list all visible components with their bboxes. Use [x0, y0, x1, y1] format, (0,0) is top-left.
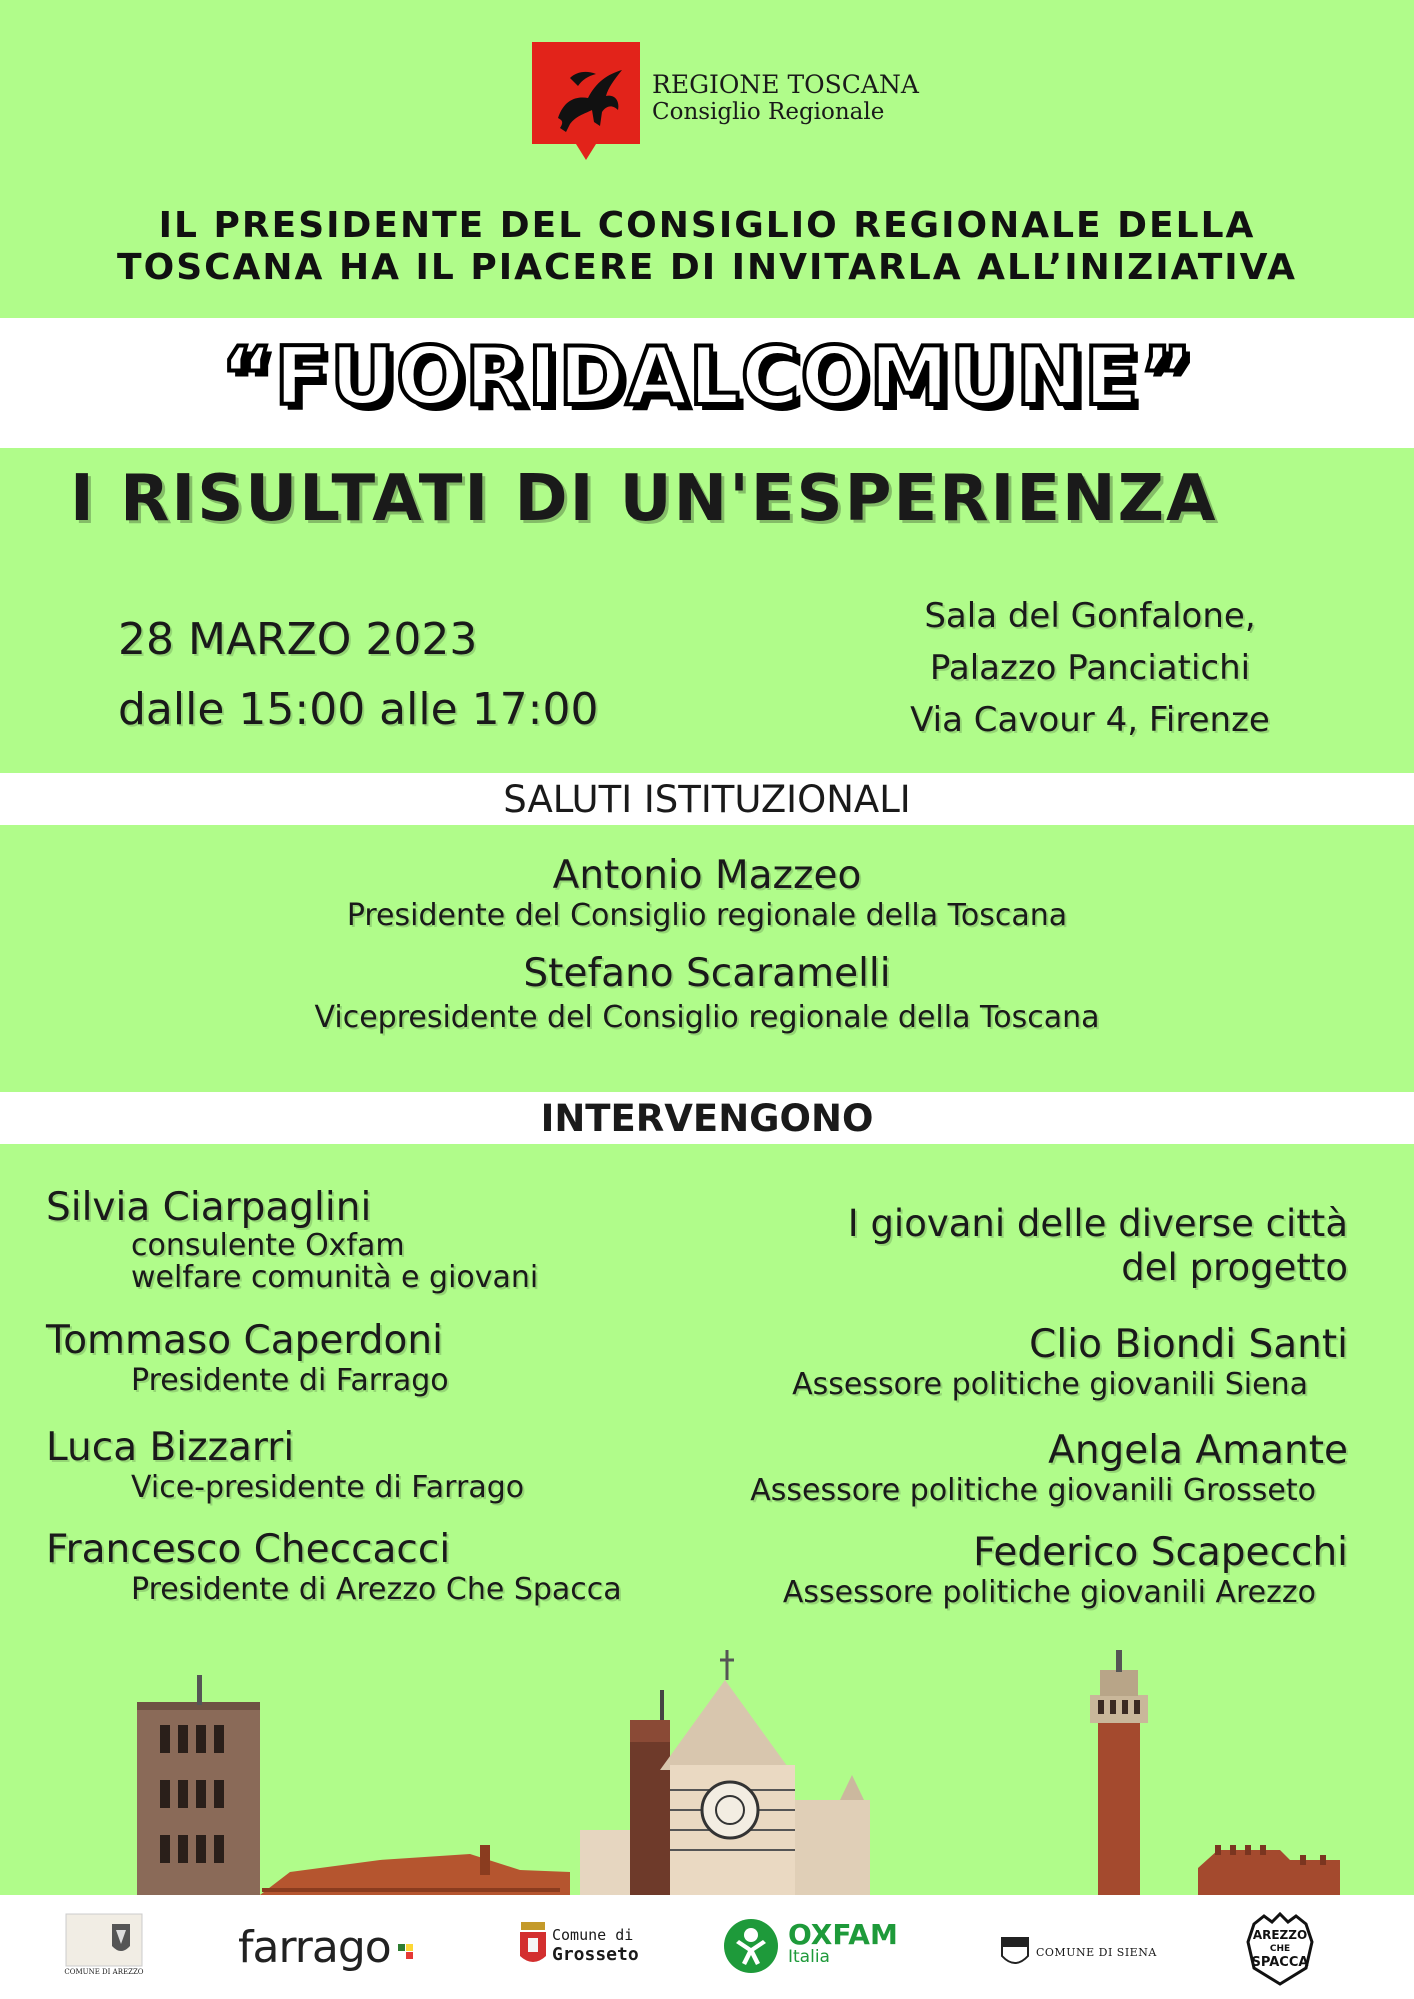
speaker-name: Clio Biondi Santi — [1029, 1322, 1348, 1367]
intervengono-heading: INTERVENGONO — [540, 1097, 874, 1140]
invite-line1: IL PRESIDENTE DEL CONSIGLIO REGIONALE DELLA — [158, 205, 1256, 246]
speaker-left-3 — [46, 1425, 524, 1505]
logos-footer — [0, 1895, 1414, 1999]
speaker-right-3 — [680, 1530, 1348, 1610]
speaker-role: Assessore politiche giovanili Arezzo — [782, 1575, 1316, 1610]
skyline-illustration — [0, 1650, 1414, 1900]
youth-intro-line2: del progetto — [1121, 1246, 1348, 1289]
arezzo-tower-icon — [137, 1675, 260, 1895]
speaker-left-1 — [46, 1185, 538, 1294]
person-name: Stefano Scaramelli — [523, 951, 891, 996]
logo-comune-grosseto — [518, 1922, 639, 1968]
saluti-list — [0, 853, 1414, 1035]
speaker-role: welfare comunità e giovani — [131, 1260, 539, 1295]
venue-line3: Via Cavour 4, Firenze — [910, 700, 1270, 740]
youth-intro — [700, 1202, 1348, 1290]
grosseto-crest-icon — [518, 1922, 548, 1968]
speaker-left-2 — [46, 1318, 449, 1398]
spacca-line3: SPACCA — [1251, 1955, 1309, 1970]
saluti-person — [0, 951, 1414, 1035]
regione-logo — [530, 40, 642, 162]
venue-line2: Palazzo Panciatichi — [929, 648, 1251, 688]
speaker-name: Angela Amante — [1048, 1428, 1348, 1473]
event-title: “FUORIDALCOMUNE” — [220, 330, 1194, 423]
farrago-wordmark: farrago — [238, 1922, 391, 1973]
farrago-dots-icon — [396, 1940, 414, 1962]
grosseto-cathedral-icon — [580, 1650, 870, 1895]
speaker-name: Tommaso Caperdoni — [46, 1318, 443, 1363]
saluti-heading: SALUTI ISTITUZIONALI — [503, 778, 911, 821]
speaker-right-1 — [700, 1322, 1348, 1402]
spacca-line1: AREZZO — [1252, 1928, 1308, 1942]
org-line2: Consiglio Regionale — [652, 99, 885, 125]
pegasus-shield-icon — [530, 40, 642, 162]
speaker-role: Vice-presidente di Farrago — [131, 1470, 525, 1505]
logo-farrago — [238, 1922, 414, 1973]
oxfam-name: OXFAM — [788, 1918, 898, 1951]
event-date: 28 MARZO 2023 — [118, 614, 478, 665]
org-name — [652, 70, 919, 125]
spacca-line2: CHE — [1269, 1944, 1291, 1954]
grosseto-line1: Comune di — [552, 1926, 634, 1944]
arezzo-crest-icon — [64, 1912, 144, 1968]
logo-arezzo-che-spacca — [1240, 1908, 1320, 1988]
speaker-name: Francesco Checcacci — [46, 1527, 451, 1572]
speaker-role: Assessore politiche giovanili Grosseto — [750, 1473, 1316, 1508]
speaker-role: Presidente di Arezzo Che Spacca — [131, 1572, 622, 1607]
grosseto-line2: Grosseto — [552, 1944, 639, 1965]
speaker-left-4 — [46, 1527, 622, 1607]
speaker-name: Federico Scapecchi — [973, 1530, 1348, 1575]
org-line1: REGIONE TOSCANA — [652, 70, 919, 99]
siena-crest-icon — [1000, 1936, 1030, 1968]
event-datetime — [118, 605, 598, 745]
siena-label: COMUNE DI SIENA — [1036, 1945, 1157, 1959]
saluti-person — [0, 853, 1414, 933]
speaker-right-2 — [680, 1428, 1348, 1508]
person-role: Vicepresidente del Consiglio regionale della Toscana — [314, 1000, 1100, 1035]
speaker-name: Silvia Ciarpaglini — [46, 1185, 372, 1230]
rooftops-icon — [260, 1845, 570, 1895]
arezzo-label: COMUNE DI AREZZO — [64, 1968, 144, 1976]
speaker-name: Luca Bizzarri — [46, 1425, 295, 1470]
event-subtitle: I RISULTATI DI UN'ESPERIENZA — [70, 462, 1218, 536]
speaker-role: consulente Oxfam — [131, 1228, 405, 1263]
oxfam-country: Italia — [788, 1947, 830, 1967]
logo-oxfam — [722, 1917, 898, 1975]
invite-text — [0, 205, 1414, 289]
speaker-role: Assessore politiche giovanili Siena — [792, 1367, 1308, 1402]
event-venue — [860, 590, 1320, 746]
oxfam-icon — [722, 1917, 780, 1975]
person-role: Presidente del Consiglio regionale della Toscana — [346, 898, 1068, 933]
event-time: dalle 15:00 alle 17:00 — [118, 684, 599, 735]
logo-comune-siena — [1000, 1936, 1157, 1968]
logo-comune-arezzo — [62, 1912, 146, 1976]
venue-line1: Sala del Gonfalone, — [924, 596, 1256, 636]
siena-tower-icon — [1090, 1650, 1340, 1895]
person-name: Antonio Mazzeo — [552, 853, 862, 898]
speaker-role: Presidente di Farrago — [131, 1363, 449, 1398]
youth-intro-line1: I giovani delle diverse città — [847, 1202, 1348, 1245]
invite-line2: TOSCANA HA IL PIACERE DI INVITARLA ALL’INIZIATIVA — [117, 247, 1297, 288]
